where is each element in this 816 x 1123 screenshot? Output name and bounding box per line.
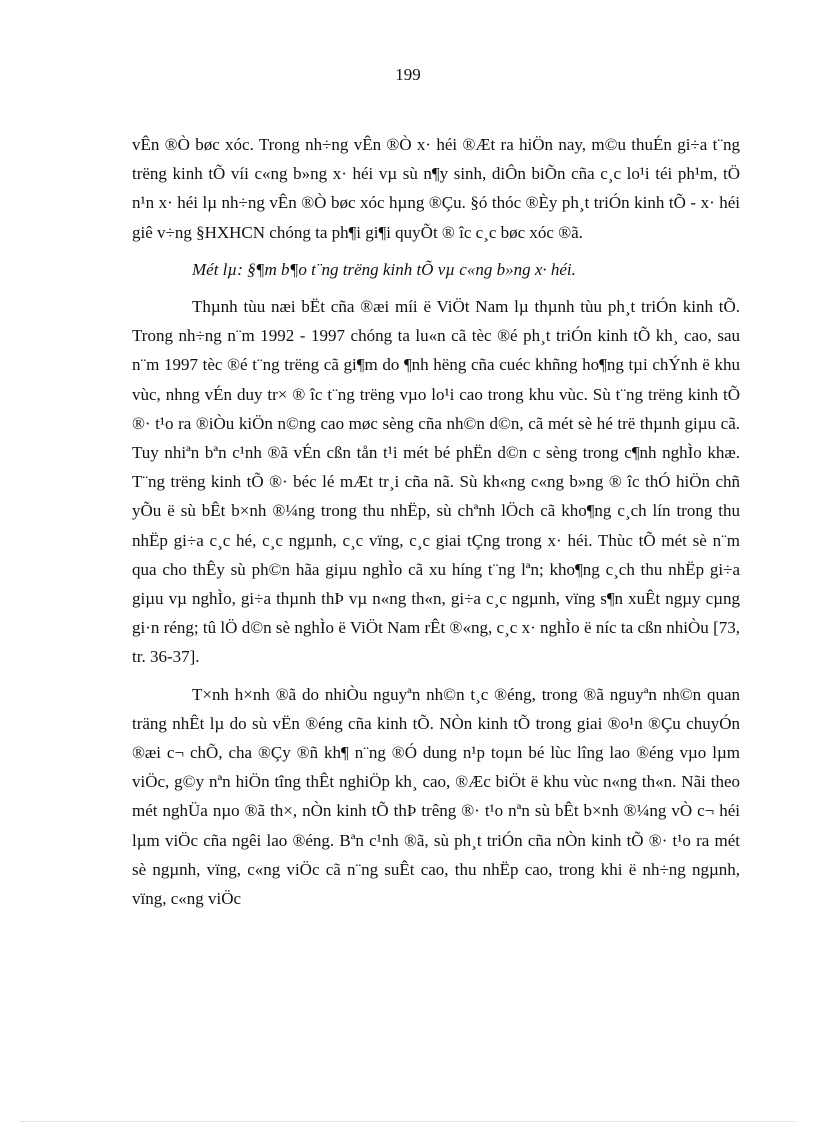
- section-heading: Mét lµ: §¶m b¶o t¨ng trëng kinh tÕ vµ c«ng b»ng x· héi.: [192, 259, 576, 279]
- paragraph-2: Thµnh tùu næi bËt cña ®æi míi ë ViÖt Nam lµ thµnh tùu ph¸t triÓn kinh tÕ. Trong nh÷ng n¨m 1992 - 1997 chóng ta lu«n cã tèc ®é ph¸t triÓn kinh tÕ kh¸ cao, sau n¨m 1997 tèc ®é t¨ng trëng cã gi¶m do ¶nh hëng cña cuéc khñng ho¶ng tµi chÝnh ë khu vùc, nhng vÉn duy tr× ® îc t¨ng trëng vµo lo¹i cao trong khu vùc. Sù t¨ng trëng kinh tÕ ®· t¹o ra ®iÒu kiÖn n©ng cao møc sèng cña nh©n d©n, cã mét sè hé trë thµnh giµu cã. Tuy nhiªn bªn c¹nh ®ã vÉn cßn tån t¹i mét bé phËn d©n c sèng trong c¶nh nghÌo khæ. T¨ng trëng kinh tÕ ®· béc lé mÆt tr¸i cña nã. Sù kh«ng c«ng b»ng ® îc thÓ hiÖn chñ yÕu ë sù bÊt b×nh ®¼ng trong thu nhËp, sù chªnh lÖch cã kho¶ng c¸ch lín trong thu nhËp gi÷a c¸c hé, c¸c ngµnh, c¸c vïng, c¸c giai tÇng trong x· héi. Thùc tÕ mét sè n¨m qua cho thÊy sù ph©n hãa giµu nghÌo cã xu híng t¨ng lªn; kho¶ng c¸ch thu nhËp gi÷a giµu vµ nghÌo, gi÷a thµnh thÞ vµ n«ng th«n, gi÷a c¸c ngµnh, vïng s¶n xuÊt ngµy cµng gi·n réng; tû lÖ d©n sè nghÌo ë ViÖt Nam rÊt ®«ng, c¸c x· nghÌo ë níc ta cßn nhiÒu [73, tr. 36-37].: [132, 297, 740, 667]
- paragraph-3: T×nh h×nh ®ã do nhiÒu nguyªn nh©n t¸c ®éng, trong ®ã nguyªn nh©n quan träng nhÊt lµ do sù vËn ®éng cña kinh tÕ. NÒn kinh tÕ trong giai ®o¹n ®Çu chuyÓn ®æi c¬ chÕ, cha ®Çy ®ñ kh¶ n¨ng ®Ó dung n¹p toµn bé lùc lîng lao ®éng vµo lµm viÖc, g©y nªn hiÖn tîng thÊt nghiÖp kh¸ cao, ®Æc biÖt ë khu vùc n«ng th«n. Nãi theo mét nghÜa nµo ®ã th×, nÒn kinh tÕ thÞ trêng ®· t¹o nªn sù bÊt b×nh ®¼ng vÒ c¬ héi lµm viÖc cña ngêi lao ®éng. Bªn c¹nh ®ã, sù ph¸t triÓn cña nÒn kinh tÕ ®· t¹o ra mét sè ngµnh, vïng, c«ng viÖc cã n¨ng suÊt cao, thu nhËp cao, trong khi ë nh÷ng ngµnh, vïng, c«ng viÖc: [132, 684, 740, 909]
- footer-divider: [20, 1121, 796, 1122]
- document-body: [132, 130, 740, 921]
- page-number: 199: [395, 65, 421, 84]
- paragraph-1: vÊn ®Ò bøc xóc. Trong nh÷ng vÊn ®Ò x· héi ®Æt ra hiÖn nay, m©u thuÉn gi÷a t¨ng trëng kinh tÕ víi c«ng b»ng x· héi vµ sù n¶y sinh, diÔn biÕn cña c¸c lo¹i téi ph¹m, tÖ n¹n x· héi lµ nh÷ng vÊn ®Ò bøc xóc hµng ®Çu. §ó thóc ®Èy ph¸t triÓn kinh tÕ - x· héi giê v÷ng §HXHCN chóng ta ph¶i gi¶i quyÕt ® îc c¸c bøc xóc ®ã.: [132, 135, 740, 242]
